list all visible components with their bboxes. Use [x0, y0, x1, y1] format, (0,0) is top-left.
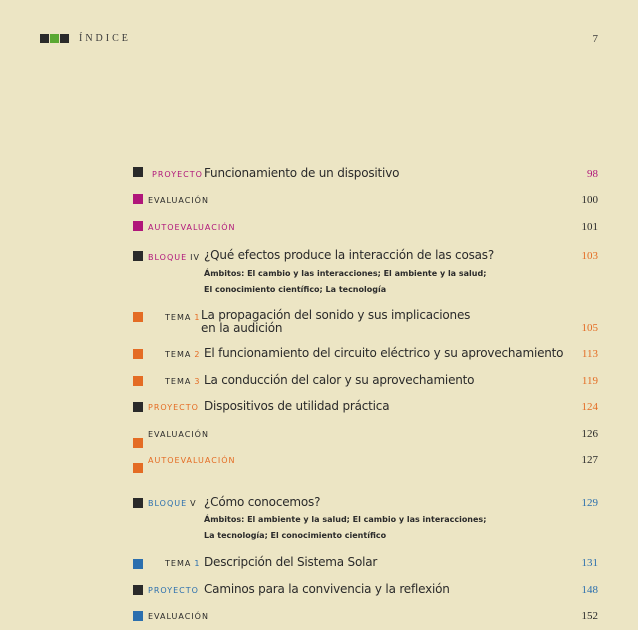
entry-number: 1: [194, 559, 201, 568]
entry-label: [148, 499, 197, 508]
entry-subtitle-line-2: El conocimiento científico; La tecnología: [204, 285, 387, 294]
entry-number: 1: [194, 313, 201, 322]
entry-title: El funcionamiento del circuito eléctrico y su aprovechamiento: [204, 346, 564, 360]
entry-title: ¿Qué efectos produce la interacción de las cosas?: [204, 248, 495, 262]
square-marker-icon: [133, 221, 143, 231]
entry-label: EVALUACIÓN: [148, 430, 209, 439]
square-marker-icon: [133, 559, 143, 569]
entry-label: [148, 253, 200, 262]
square-marker-icon: [133, 438, 143, 448]
entry-page: 129: [581, 497, 598, 509]
entry-title: Descripción del Sistema Solar: [204, 555, 378, 569]
header-color-marks: [40, 34, 70, 43]
entry-number: V: [190, 499, 197, 508]
entry-label-text: TEMA: [165, 350, 192, 359]
entry-page: 131: [581, 557, 598, 569]
entry-page: 100: [581, 194, 598, 206]
entry-title: ¿Cómo conocemos?: [204, 495, 321, 509]
square-marker-icon: [133, 167, 143, 177]
square-marker-icon: [133, 251, 143, 261]
entry-page: 113: [581, 348, 598, 360]
square-marker-icon: [133, 402, 143, 412]
square-marker-icon: [133, 194, 143, 204]
square-marker-icon: [133, 463, 143, 473]
entry-label: AUTOEVALUACIÓN: [148, 223, 236, 232]
entry-label: PROYECTO: [148, 403, 199, 412]
entry-label-text: BLOQUE: [148, 253, 188, 262]
entry-page: 124: [581, 401, 598, 413]
entry-label-text: BLOQUE: [148, 499, 188, 508]
entry-number: 2: [194, 350, 201, 359]
header-mark-3: [60, 34, 69, 43]
entry-label: [165, 313, 200, 322]
entry-page: 103: [581, 250, 598, 262]
entry-title: Dispositivos de utilidad práctica: [204, 399, 390, 413]
square-marker-icon: [133, 611, 143, 621]
entry-label: PROYECTO: [152, 170, 203, 179]
entry-title: La conducción del calor y su aprovechamiento: [204, 373, 475, 387]
entry-label: AUTOEVALUACIÓN: [148, 456, 236, 465]
entry-label: [165, 350, 200, 359]
square-marker-icon: [133, 376, 143, 386]
entry-title-line-2: en la audición: [201, 321, 283, 335]
entry-title: Funcionamiento de un dispositivo: [204, 166, 400, 180]
square-marker-icon: [133, 498, 143, 508]
square-marker-icon: [133, 585, 143, 595]
entry-label-text: TEMA: [165, 559, 192, 568]
entry-title-line-1: La propagación del sonido y sus implicaciones: [201, 308, 471, 322]
entry-number: IV: [190, 253, 201, 262]
entry-label: EVALUACIÓN: [148, 196, 209, 205]
entry-title: Caminos para la convivencia y la reflexión: [204, 582, 450, 596]
entry-label-text: TEMA: [165, 313, 192, 322]
square-marker-icon: [133, 312, 143, 322]
entry-label: EVALUACIÓN: [148, 612, 209, 621]
entry-page: 126: [581, 428, 598, 440]
entry-subtitle-line-2: La tecnología; El conocimiento científico: [204, 531, 387, 540]
entry-number: 3: [194, 377, 201, 386]
page-number: 7: [592, 33, 598, 45]
entry-subtitle-line-1: Ámbitos: El cambio y las interacciones; El ambiente y la salud;: [204, 269, 487, 278]
entry-page: 148: [581, 584, 598, 596]
entry-page: 127: [581, 454, 598, 466]
entry-page: 98: [587, 168, 598, 180]
header-mark-1: [40, 34, 49, 43]
square-marker-icon: [133, 349, 143, 359]
entry-page: 119: [581, 375, 598, 387]
entry-page: 152: [581, 610, 598, 622]
entry-label: [165, 559, 200, 568]
entry-subtitle-line-1: Ámbitos: El ambiente y la salud; El cambio y las interacciones;: [204, 515, 487, 524]
page-title: ÍNDICE: [79, 33, 131, 44]
entry-label: PROYECTO: [148, 586, 199, 595]
entry-page: 105: [581, 322, 598, 334]
header-mark-2: [50, 34, 59, 43]
entry-label: [165, 377, 200, 386]
entry-page: 101: [581, 221, 598, 233]
entry-label-text: TEMA: [165, 377, 192, 386]
